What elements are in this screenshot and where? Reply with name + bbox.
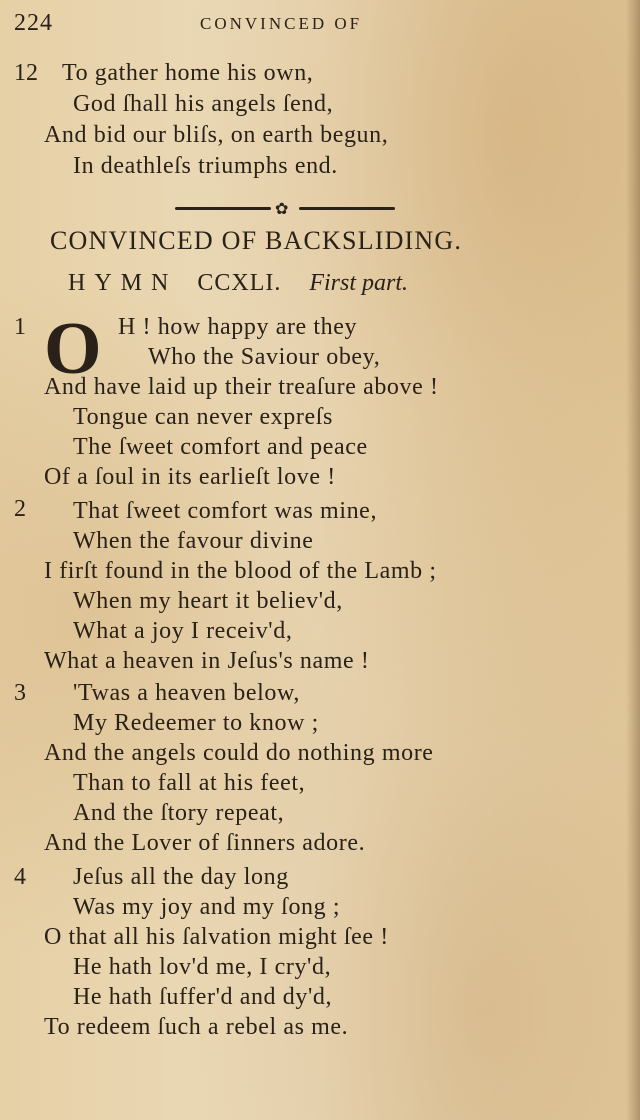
page-number: 224: [14, 10, 53, 36]
ornament-left-bar: [175, 207, 271, 210]
running-head: [0, 10, 640, 40]
stanza-number: 2: [14, 496, 26, 522]
ornament-right-bar: [299, 207, 395, 210]
verse-line: And the angels could do nothing more: [44, 740, 434, 766]
verse-line: He hath lov'd me, I cry'd,: [73, 954, 332, 980]
verse-line: Was my joy and my ſong ;: [73, 894, 341, 920]
verse-line: My Redeemer to know ;: [73, 710, 319, 736]
verse-line: The ſweet comfort and peace: [73, 434, 368, 460]
hymn-number: CCXLI.: [197, 270, 282, 296]
verse-line: When the favour divine: [73, 528, 314, 554]
verse-line: And bid our bliſs, on earth begun,: [44, 122, 389, 148]
stanza-number: 4: [14, 864, 26, 890]
ornament-divider: [175, 198, 395, 220]
verse-line: In deathleſs triumphs end.: [73, 153, 338, 179]
verse-line: To redeem ſuch a rebel as me.: [44, 1014, 349, 1040]
verse-line: Of a ſoul in its earlieſt love !: [44, 464, 336, 490]
page-edge-shadow: [626, 0, 640, 1120]
verse-line: O that all his ſalvation might ſee !: [44, 924, 389, 950]
verse-line: He hath ſuffer'd and dy'd,: [73, 984, 333, 1010]
verse-line: What a heaven in Jeſus's name !: [44, 648, 370, 674]
section-heading: CONVINCED OF BACKSLIDING.: [50, 226, 463, 255]
verse-line: What a joy I receiv'd,: [73, 618, 293, 644]
drop-cap: O: [44, 308, 102, 390]
stanza-number: 12: [14, 60, 38, 86]
hymn-title: [68, 270, 408, 297]
verse-line: Jeſus all the day long: [73, 864, 289, 890]
verse-line: Who the Saviour obey,: [148, 344, 381, 370]
verse-line: 'Twas a heaven below,: [73, 680, 300, 706]
verse-line: And the Lover of ſinners adore.: [44, 830, 366, 856]
verse-line: And the ſtory repeat,: [73, 800, 285, 826]
verse-line: Tongue can never expreſs: [73, 404, 333, 430]
verse-line: And have laid up their treaſure above !: [44, 374, 439, 400]
stanza-number: 1: [14, 314, 26, 340]
verse-line: Than to fall at his feet,: [73, 770, 306, 796]
hymn-label: HYMN: [68, 270, 178, 296]
verse-line: H ! how happy are they: [118, 314, 358, 340]
ornament-fleuron-icon: ✿: [275, 201, 289, 218]
running-title: CONVINCED OF: [200, 14, 363, 33]
verse-line: That ſweet comfort was mine,: [73, 498, 378, 524]
verse-line: To gather home his own,: [62, 60, 314, 86]
verse-line: When my heart it believ'd,: [73, 588, 343, 614]
stanza-number: 3: [14, 680, 26, 706]
verse-line: I firſt found in the blood of the Lamb ;: [44, 558, 437, 584]
verse-line: God ſhall his angels ſend,: [73, 91, 334, 117]
hymn-part: First part.: [309, 270, 409, 296]
